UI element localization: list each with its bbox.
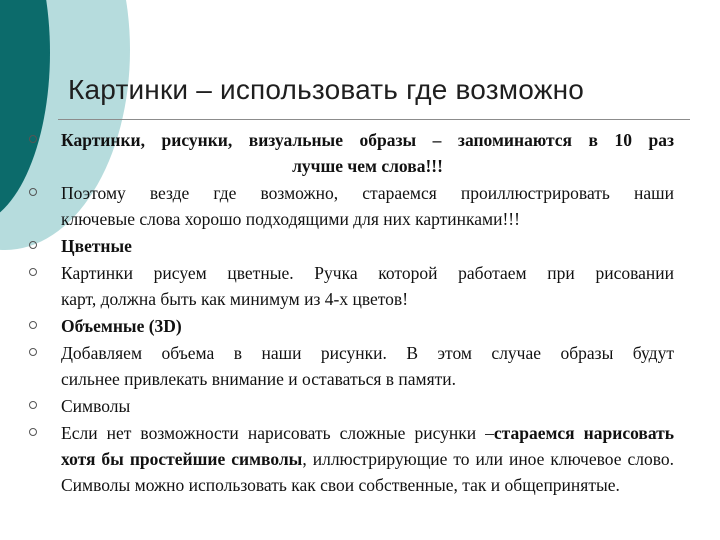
list-item (28, 393, 674, 419)
bullet-circle-icon (29, 268, 37, 276)
item-text-line: Символы (61, 396, 131, 416)
list-item (28, 180, 674, 232)
bullet-circle-icon (29, 401, 37, 409)
list-item (28, 420, 674, 498)
bullet-list (28, 127, 674, 499)
item-text-line: Картинки, рисунки, визуальные образы – запоминаются в 10 раз (61, 130, 674, 150)
bullet-circle-icon (29, 428, 37, 436)
bullet-circle-icon (29, 135, 37, 143)
list-item (28, 260, 674, 312)
item-text-line: карт, должна быть как минимум из 4-х цветов! (61, 289, 409, 309)
item-text-line: лучше чем слова!!! (292, 156, 443, 176)
title-divider (58, 119, 690, 120)
item-text-line: ключевые слова хорошо подходящими для них картинками!!! (61, 209, 520, 229)
item-text-line: сильнее привлекать внимание и оставаться в памяти. (61, 369, 457, 389)
item-text-bold: стараемся нарисовать хотя бы простейшие символы (61, 423, 674, 469)
list-item (28, 233, 674, 259)
item-text-rest: , иллюстрирующие то или иное ключевое слово. Символы можно использовать как свои собственные, так и общепринятые. (61, 449, 675, 495)
item-text-line: Цветные (61, 236, 132, 256)
item-paragraph (61, 420, 674, 498)
list-item (28, 340, 674, 392)
list-item (28, 127, 674, 179)
item-text-line: Поэтому везде где возможно, стараемся проиллюстрировать наши (61, 183, 674, 203)
list-item (28, 313, 674, 339)
slide-title: Картинки – использовать где возможно (68, 74, 585, 105)
bullet-circle-icon (29, 241, 37, 249)
item-text-line: Объемные (3D) (61, 316, 182, 336)
bullet-circle-icon (29, 188, 37, 196)
item-text-lead: Если нет возможности нарисовать сложные рисунки – (61, 423, 494, 443)
bullet-circle-icon (29, 321, 37, 329)
item-text-line: Добавляем объема в наши рисунки. В этом случае образы будут (61, 343, 674, 363)
bullet-circle-icon (29, 348, 37, 356)
item-text-line: Картинки рисуем цветные. Ручка которой работаем при рисовании (61, 263, 674, 283)
